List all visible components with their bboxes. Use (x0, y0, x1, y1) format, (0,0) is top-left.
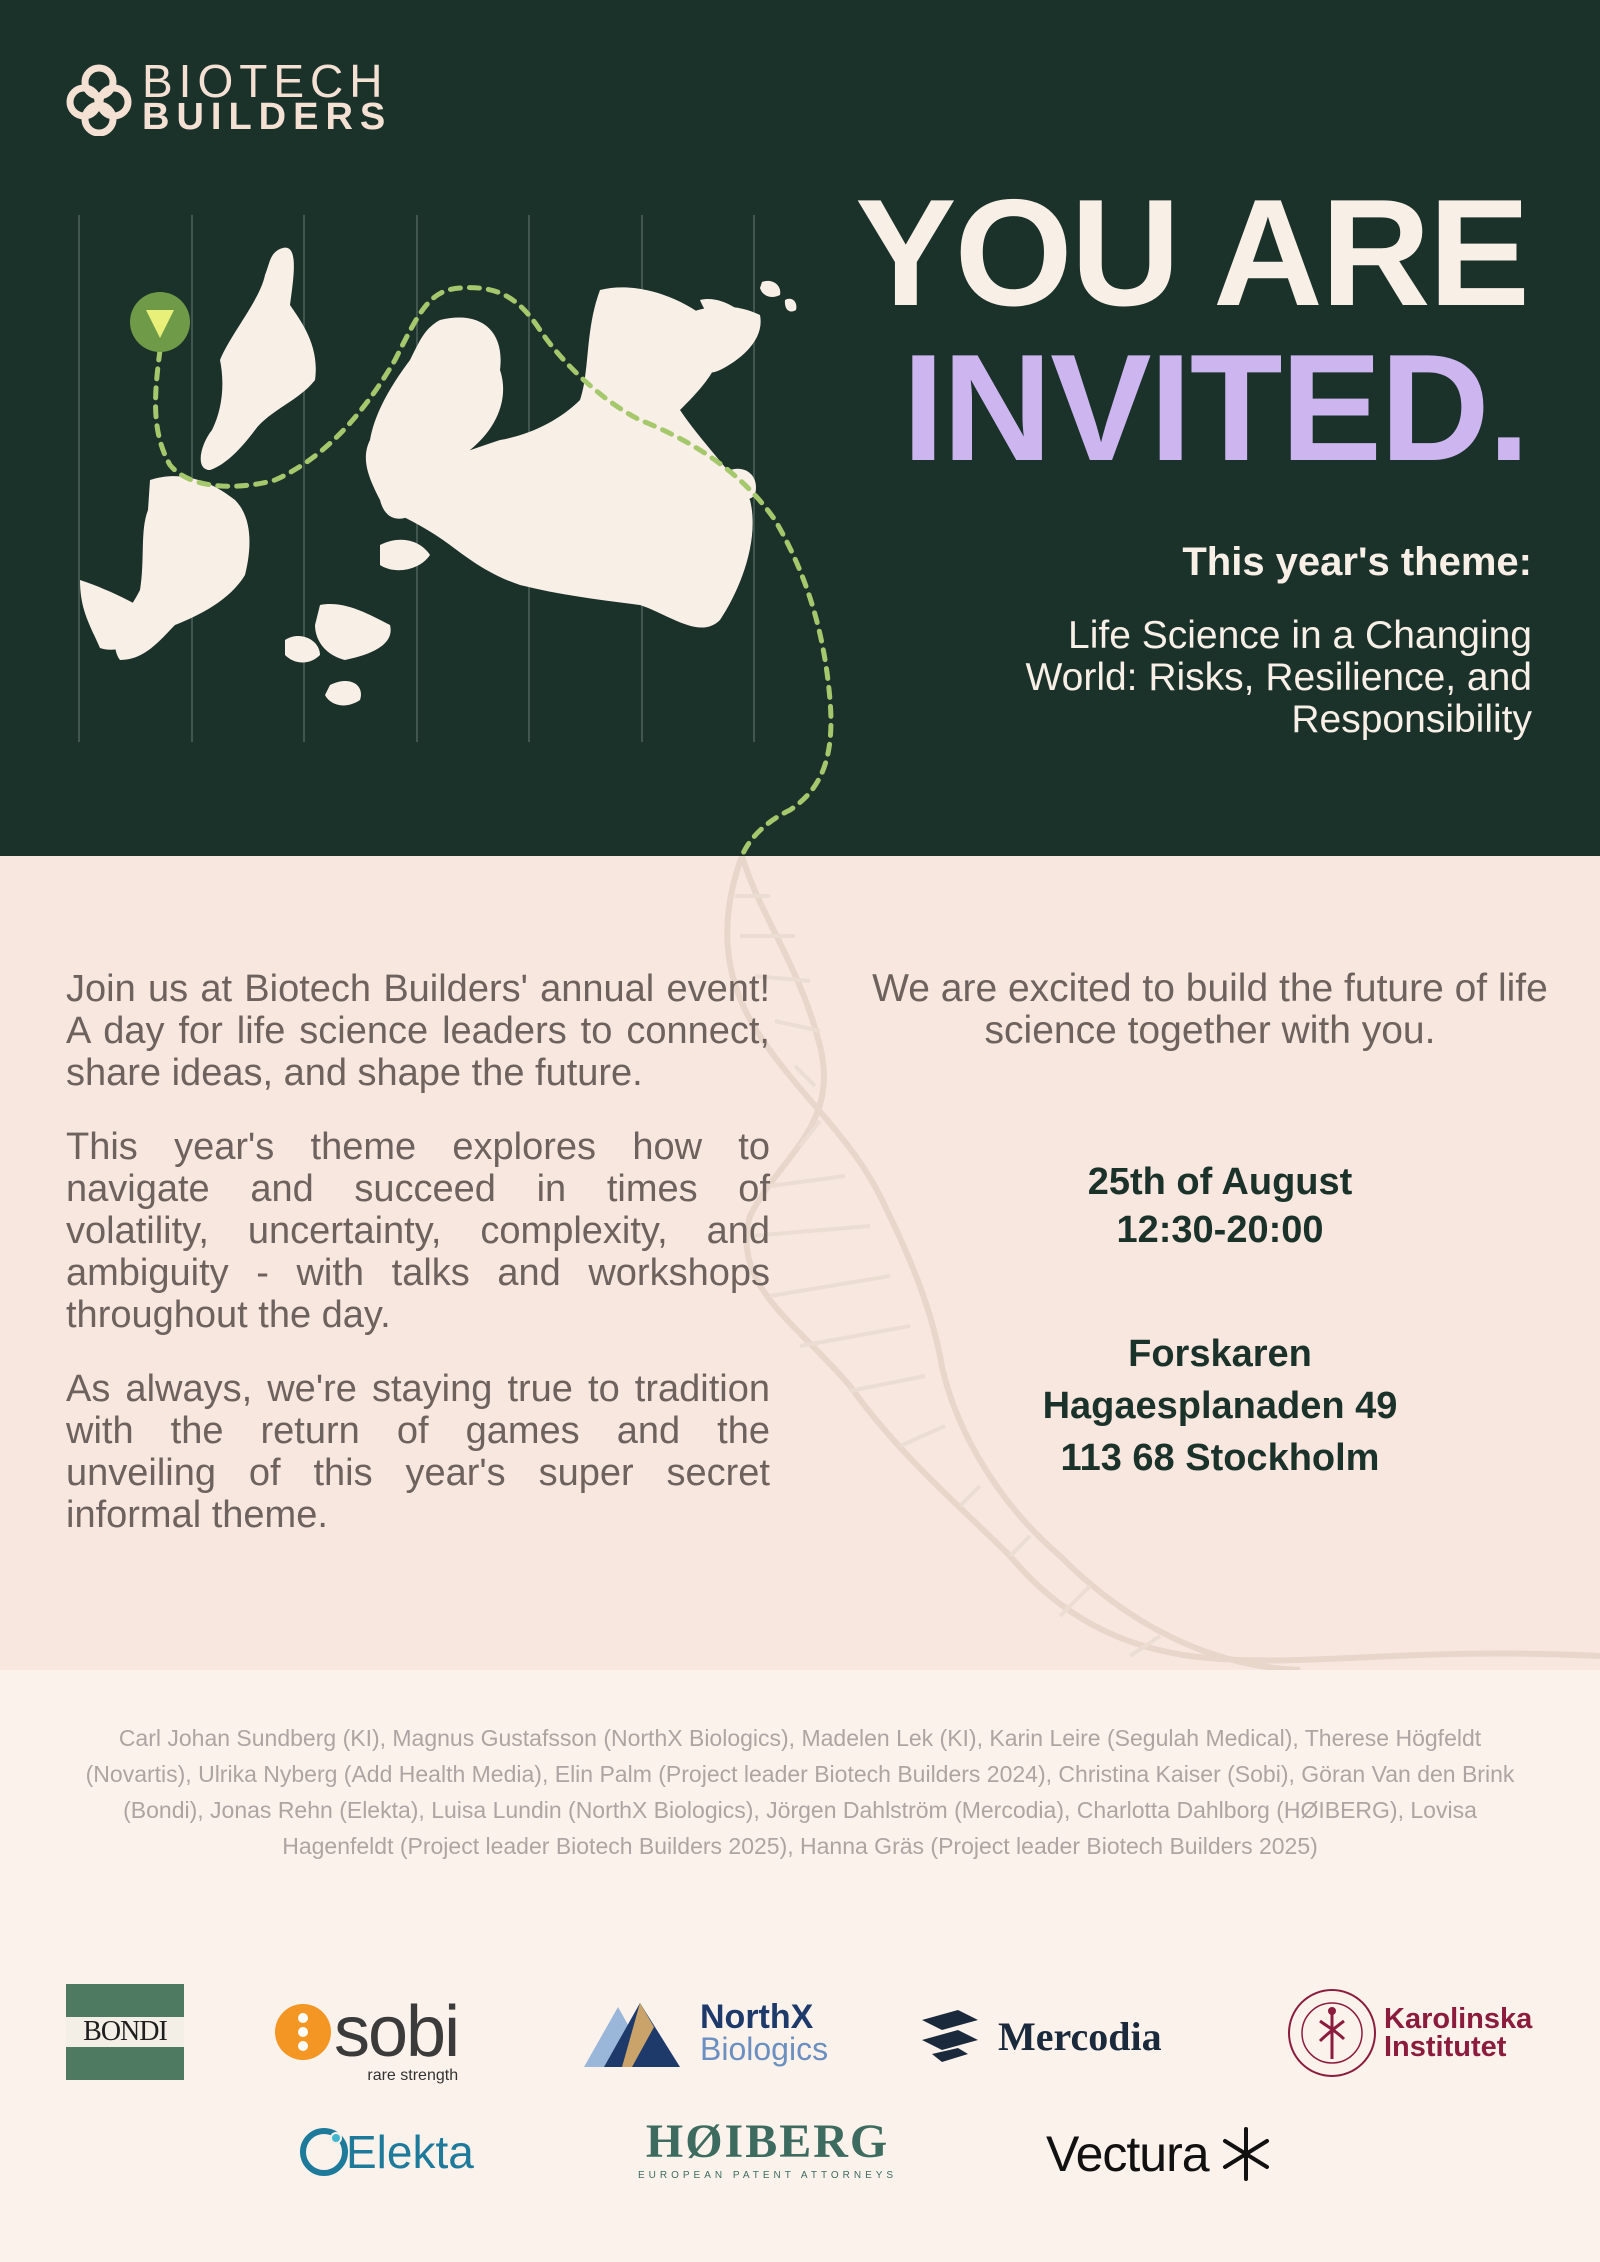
world-map-illustration (0, 0, 900, 856)
karolinska-wordmark: Karolinska (1384, 2003, 1533, 2035)
intro-paragraph-2: This year's theme explores how to navigate and succeed in times of volatility, uncertainty, complexity, and ambiguity - with talks and workshops throughout the day. (66, 1126, 770, 1336)
vectura-wordmark: Vectura (1046, 2126, 1209, 2182)
elekta-logo (298, 2122, 474, 2182)
vectura-asterisk-icon (1217, 2125, 1275, 2183)
venue-name: Forskaren (1128, 1333, 1312, 1375)
vectura-logo (1046, 2122, 1275, 2186)
theme-label: This year's theme: (1182, 540, 1532, 584)
event-lead: We are excited to build the future of life science together with you. (872, 967, 1548, 1052)
theme-text: Life Science in a Changing World: Risks, Resilience, and Responsibility (1025, 614, 1532, 741)
karolinska-subtitle: Institutet (1384, 2031, 1507, 2063)
hero-heading-line2: INVITED. (902, 323, 1528, 493)
map-pin-icon (130, 292, 190, 352)
sobi-wordmark: sobi (334, 1992, 459, 2072)
northx-logo (584, 1998, 828, 2068)
details-section (0, 856, 1600, 1670)
bondi-wordmark: BONDI (66, 2017, 184, 2047)
karolinska-seal-icon (1286, 1987, 1378, 2079)
karolinska-logo (1286, 1988, 1532, 2078)
mercodia-icon (918, 2010, 982, 2062)
sobi-dots-icon (274, 2003, 332, 2061)
northx-wordmark: NorthX (700, 1998, 814, 2036)
event-time: 12:30-20:00 (1116, 1209, 1324, 1251)
sobi-logo (274, 1992, 459, 2084)
intro-text (66, 968, 770, 1568)
venue-city: 113 68 Stockholm (1060, 1437, 1380, 1479)
committee-list: Carl Johan Sundberg (KI), Magnus Gustafsson (NorthX Biologics), Madelen Lek (KI), Karin Leire (Segulah Medical), Therese Högfeldt (Novartis), Ulrika Nyberg (Add Health Media), Elin Palm (Project leader Biotech Builders 2024), Christina Kaiser (Sobi), Göran Van den Brink (Bondi), Jonas Rehn (Elekta), Luisa Lundin (NorthX Biologics), Jörgen Dahlström (Mercodia), Charlotta Dahlborg (HØIBERG), Lovisa Hagenfeldt (Project leader Biotech Builders 2025), Hanna Gräs (Project leader Biotech Builders 2025) (85, 1725, 1515, 1859)
intro-paragraph-3: As always, we're staying true to tradition with the return of games and the unveiling of this year's super secret informal theme. (66, 1368, 770, 1536)
hoiberg-tagline: EUROPEAN PATENT ATTORNEYS (638, 2170, 898, 2181)
footer-section (0, 1670, 1600, 2262)
intro-paragraph-1: Join us at Biotech Builders' annual event! A day for life science leaders to connect, share ideas, and shape the future. (66, 968, 770, 1094)
venue-street: Hagaesplanaden 49 (1042, 1385, 1398, 1427)
elekta-wordmark: Elekta (346, 2126, 474, 2178)
mercodia-logo (918, 2008, 1162, 2064)
mercodia-wordmark: Mercodia (998, 2013, 1162, 2059)
event-date-block (880, 1158, 1560, 1254)
event-venue-block (880, 1328, 1560, 1484)
elekta-ring-icon (298, 2126, 350, 2178)
hero-heading-line1: YOU ARE (855, 168, 1528, 338)
event-date: 25th of August (1087, 1161, 1353, 1203)
brand-line2: BUILDERS (142, 96, 393, 138)
hoiberg-wordmark: HØIBERG (645, 2115, 890, 2168)
northx-subtitle: Biologics (700, 2031, 829, 2067)
brand-line1: BIOTECH (142, 55, 389, 107)
hoiberg-logo (638, 2115, 898, 2181)
northx-mountain-icon (584, 1999, 696, 2067)
sobi-tagline: rare strength (367, 2067, 459, 2084)
hero-section (0, 0, 1600, 856)
bondi-logo (66, 1984, 184, 2080)
